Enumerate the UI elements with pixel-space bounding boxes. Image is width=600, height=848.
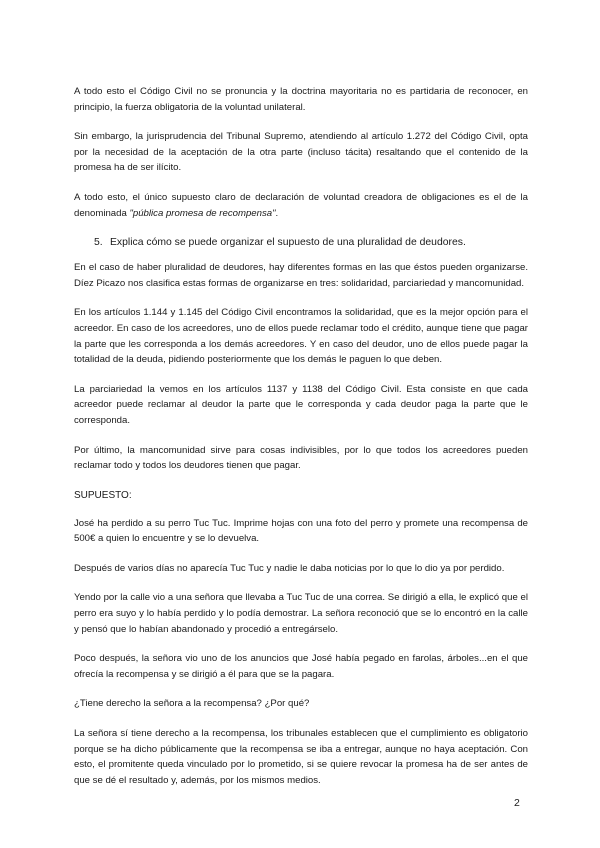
supuesto-paragraph: Poco después, la señora vio uno de los anuncios que José había pegado en farolas, árboles...en el que ofrecía la recompensa y se dirigió a él para que se la pagara. (74, 653, 528, 680)
answer-paragraph: En los artículos 1.144 y 1.145 del Código Civil encontramos la solidaridad, que es la mejor opción para el acreedor. En caso de los acreedores, uno de ellos puede reclamar todo el crédito, aunque tiene que pagar la parte que les corresponda a los demás acreedores. Y en caso del deudor, uno de ellos puede pagar la totalidad de la deuda, pidiendo posteriormente que los demás le paguen lo que deben. (74, 307, 528, 366)
paragraph-tribunal-supremo: Sin embargo, la jurisprudencia del Tribunal Supremo, atendiendo al artículo 1.272 del Código Civil, opta por la necesidad de la aceptación de la otra parte (incluso tácita) resaltando que el contenido de la promesa ha de ser ilícito. (74, 131, 528, 174)
supuesto-paragraph: José ha perdido a su perro Tuc Tuc. Imprime hojas con una foto del perro y promete una recompensa de 500€ a quien lo encuentre y se lo devuelva. (74, 517, 528, 545)
supuesto-paragraph: Yendo por la calle vio a una señora que llevaba a Tuc Tuc de una correa. Se dirigió a ella, le explicó que el perro era suyo y lo había perdido y lo podía demostrar. La señora reconoció que se lo encontró en la calle y pensó que lo habían abandonado y procedió a entregárselo. (74, 592, 528, 635)
question-heading (94, 235, 528, 251)
supuesto-paragraph: Después de varios días no aparecía Tuc Tuc y nadie le daba noticias por lo que lo dio ya por perdido. (74, 562, 505, 574)
question-number: 5. (94, 237, 103, 249)
emphasis-quote: "pública promesa de recompensa" (129, 207, 276, 219)
page-number: 2 (514, 797, 520, 809)
answer-paragraph: La parciariedad la vemos en los artículos 1137 y 1138 del Código Civil. Esta consiste en que cada acreedor puede reclamar al deudor la parte que le corresponda y cada deudor paga la parte que le corresponda. (74, 383, 528, 426)
paragraph-voluntad-unilateral: A todo esto el Código Civil no se pronuncia y la doctrina mayoritaria no es partidaria de reconocer, en principio, la fuerza obligatoria de la voluntad unilateral. (74, 86, 528, 113)
paragraph-end: . (275, 207, 279, 219)
answer-paragraph: En el caso de haber pluralidad de deudores, hay diferentes formas en las que éstos pueden organizarse. Díez Picazo nos clasifica estas formas de organizarse en tres: solidaridad, parciariedad y mancomunidad. (74, 262, 528, 289)
question-text: Explica cómo se puede organizar el supuesto de una pluralidad de deudores. (110, 237, 466, 249)
supuesto-question: ¿Tiene derecho la señora a la recompensa? ¿Por qué? (74, 698, 310, 710)
supuesto-answer: La señora sí tiene derecho a la recompensa, los tribunales establecen que el cumplimiento es obligatorio porque se ha dicho públicamente que la recompensa se iba a entregar, aunque no haya aceptación. Con esto, el promitente queda vinculado por lo prometido, si se quiere revocar la promesa ha de ser antes de que se dé el resultado y, además, por los mismos medios. (74, 728, 528, 786)
answer-paragraph: Por último, la mancomunidad sirve para cosas indivisibles, por lo que todos los acreedores pueden reclamar todo y todos los deudores tienen que pagar. (74, 444, 528, 472)
paragraph-promesa-recompensa (74, 190, 528, 221)
document-page (74, 84, 528, 802)
supuesto-label: SUPUESTO: (74, 489, 132, 501)
paragraph-text: A todo esto, el único supuesto claro de declaración de voluntad creadora de obligaciones es el de la denominada (74, 191, 528, 219)
